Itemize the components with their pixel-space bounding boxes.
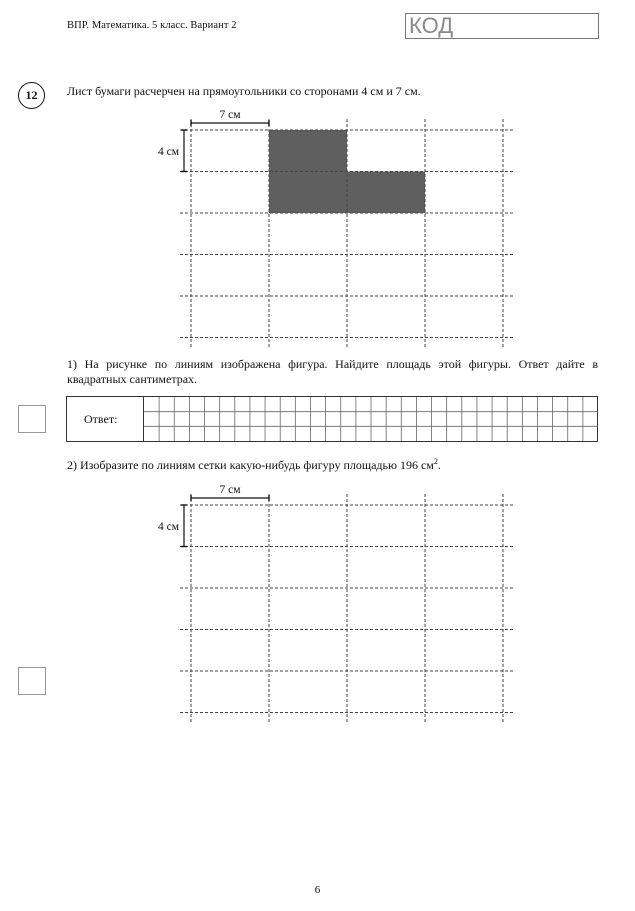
figure-2-width-label: 7 см: [219, 484, 241, 496]
question-1-text: 1) На рисунке по линиям изображена фигура. Найдите площадь этой фигуры. Ответ дайте в квадратных сантиметрах.: [67, 357, 598, 386]
answer-label: Ответ:: [67, 397, 144, 441]
task-number-badge: 12: [18, 82, 45, 109]
task-statement: Лист бумаги расчерчен на прямоугольники со сторонами 4 см и 7 см.: [67, 84, 421, 98]
figure-2-height-label: 4 см: [157, 520, 179, 533]
header-title: ВПР. Математика. 5 класс. Вариант 2: [67, 20, 237, 31]
figure-1-width-label: 7 см: [219, 109, 241, 121]
code-field[interactable]: КОД: [405, 13, 599, 39]
score-box-2: [18, 667, 46, 695]
question-2-sup: 2: [433, 457, 438, 466]
question-2-end: .: [437, 458, 441, 472]
figure-1-height-label: 4 см: [157, 145, 179, 158]
question-2-main: 2) Изобразите по линиям сетки какую-нибудь фигуру площадью 196 см: [67, 458, 434, 472]
page-number: 6: [314, 884, 321, 896]
